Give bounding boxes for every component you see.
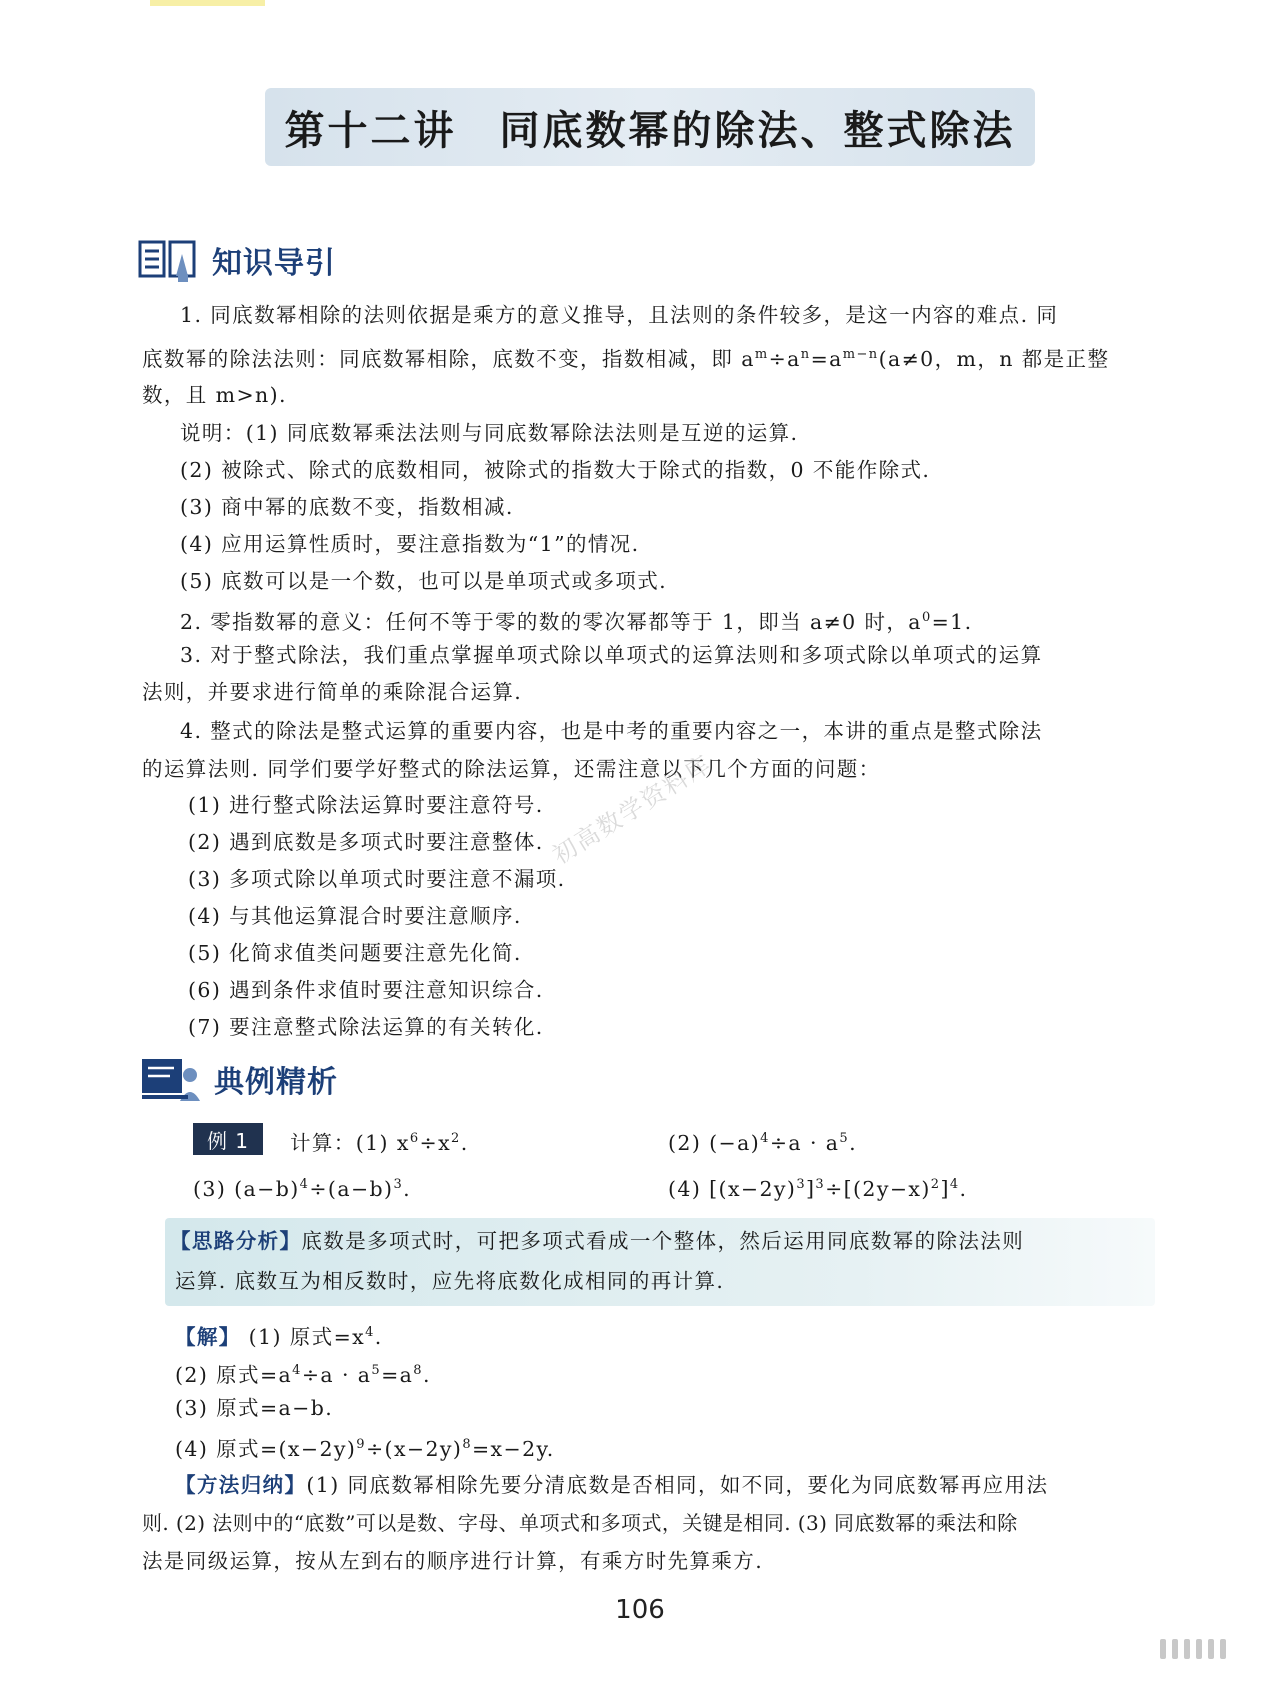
guide-line-19: (6) 遇到条件求值时要注意知识综合. [188, 978, 544, 1002]
example-problem-4: (4) $[(x-2y)^3]^3\div[(2y-x)^2]^4$. [668, 1176, 968, 1201]
guide-line-14: (1) 进行整式除法运算时要注意符号. [188, 793, 544, 817]
method-label: 【方法归纳】 [175, 1473, 307, 1497]
guide-line-9: 2. 零指数幂的意义：任何不等于零的数的零次幂都等于 1，即当 a≠0 时，$a^0=1$. [180, 609, 973, 634]
guide-line-10: 3. 对于整式除法，我们重点掌握单项式除以单项式的运算法则和多项式除以单项式的运算 [180, 643, 1043, 667]
section-header-guide [138, 236, 336, 284]
method-line-1: 【方法归纳】(1) 同底数幂相除先要分清底数是否相同，如不同，要化为同底数幂再应用法 [175, 1473, 1049, 1497]
example-problem-1: 计算：(1) $x^6\div x^2$. [290, 1130, 469, 1155]
guide-line-3: 数，且 m>n). [142, 383, 287, 407]
solution-line-2: (2) 原式$=a^4\div a \cdot a^5=a^8$. [175, 1362, 431, 1387]
example-tag: 例 1 [193, 1123, 263, 1155]
guide-line-20: (7) 要注意整式除法运算的有关转化. [188, 1015, 544, 1039]
analysis-line-1: 【思路分析】底数是多项式时，可把多项式看成一个整体，然后运用同底数幂的除法法则 [170, 1229, 1025, 1253]
guide-line-17: (4) 与其他运算混合时要注意顺序. [188, 904, 522, 928]
page-title: 第十二讲 同底数幂的除法、整式除法 [284, 107, 1016, 154]
solution-line-4: (4) 原式$=(x-2y)^9\div(x-2y)^8=x-2y$. [175, 1436, 555, 1461]
corner-marks [1160, 1638, 1245, 1660]
example-problem-2: (2) $(-a)^4\div a \cdot a^5$. [668, 1130, 857, 1155]
solution-label: 【解】 [175, 1324, 241, 1349]
guide-line-16: (3) 多项式除以单项式时要注意不漏项. [188, 867, 566, 891]
section-label-examples: 典例精析 [214, 1065, 338, 1100]
guide-line-15: (2) 遇到底数是多项式时要注意整体. [188, 830, 544, 854]
guide-line-13: 的运算法则. 同学们要学好整式的除法运算，还需注意以下几个方面的问题： [142, 757, 881, 781]
guide-line-1: 1. 同底数幂相除的法则依据是乘方的意义推导，且法则的条件较多，是这一内容的难点. 同 [180, 303, 1059, 327]
guide-line-18: (5) 化简求值类问题要注意先化简. [188, 941, 522, 965]
method-line-3: 法是同级运算，按从左到右的顺序进行计算，有乘方时先算乘方. [142, 1549, 764, 1573]
solution-line-1: 【解】 (1) 原式$=x^4$. [175, 1324, 383, 1349]
guide-line-5: (2) 被除式、除式的底数相同，被除式的指数大于除式的指数，0 不能作除式. [180, 458, 931, 482]
section-header-examples [140, 1055, 338, 1103]
lecture-icon [140, 1055, 200, 1103]
analysis-label: 【思路分析】 [170, 1229, 302, 1253]
example-problem-3: (3) $(a-b)^4\div(a-b)^3$. [193, 1176, 412, 1201]
section-label-guide: 知识导引 [212, 246, 336, 281]
top-color-mark [150, 0, 265, 6]
guide-line-4: 说明：(1) 同底数幂乘法法则与同底数幂除法法则是互逆的运算. [180, 421, 799, 445]
open-book-icon [138, 236, 198, 284]
watermark: 初高数学资料库 [547, 749, 717, 870]
guide-line-2: 底数幂的除法法则：同底数幂相除，底数不变，指数相减，即 $a^m\div a^n=a^{m-n}(a\ne 0$，m，n 都是正整 [142, 346, 1110, 371]
page-number: 106 [615, 1595, 665, 1625]
solution-line-3: (3) 原式=a−b. [175, 1396, 334, 1420]
guide-line-11: 法则，并要求进行简单的乘除混合运算. [142, 680, 523, 704]
method-line-2: 则. (2) 法则中的“底数”可以是数、字母、单项式和多项式，关键是相同. (3) 同底数幂的乘法和除 [142, 1511, 1018, 1535]
guide-line-6: (3) 商中幂的底数不变，指数相减. [180, 495, 514, 519]
analysis-line-2: 运算. 底数互为相反数时，应先将底数化成相同的再计算. [175, 1269, 725, 1293]
guide-line-12: 4. 整式的除法是整式运算的重要内容，也是中考的重要内容之一，本讲的重点是整式除法 [180, 719, 1043, 743]
guide-line-7: (4) 应用运算性质时，要注意指数为“1”的情况. [180, 532, 640, 556]
guide-line-8: (5) 底数可以是一个数，也可以是单项式或多项式. [180, 569, 668, 593]
